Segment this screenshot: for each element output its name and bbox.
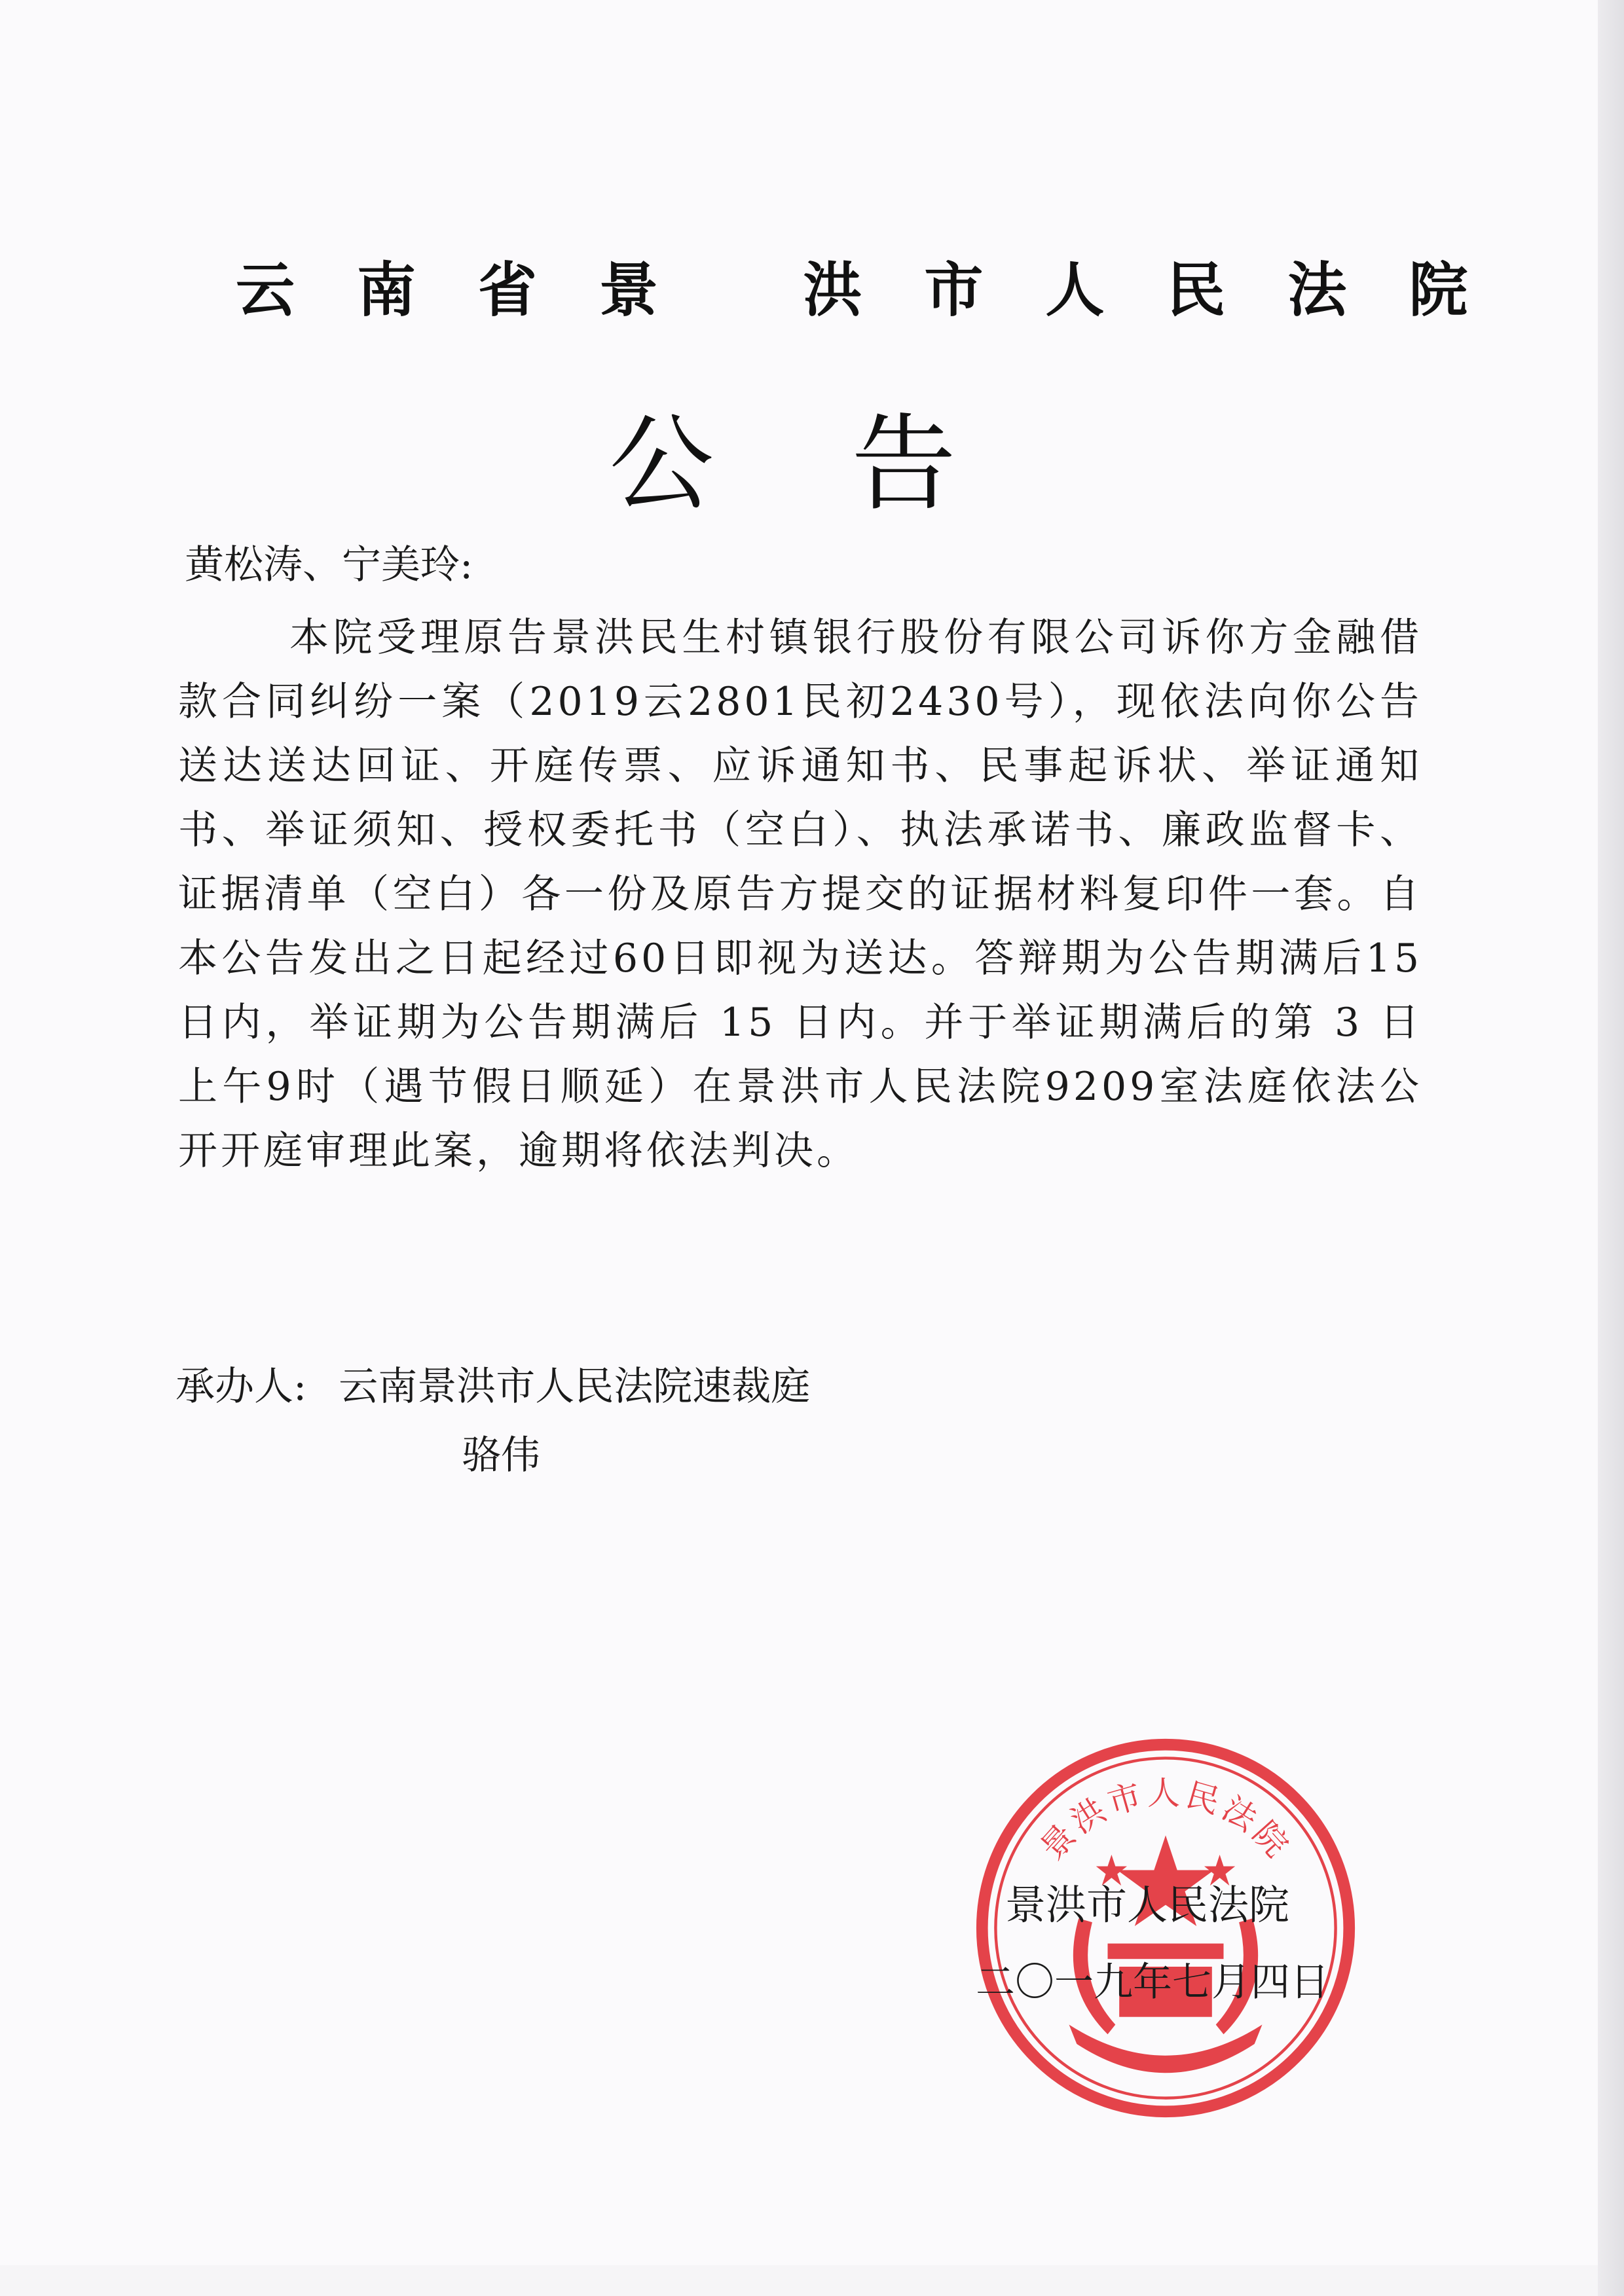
handler-unit: 云南景洪市人民法院速裁庭 bbox=[339, 1364, 811, 1410]
notice-body: 本院受理原告景洪民生村镇银行股份有限公司诉你方金融借款合同纠纷一案（2019云2801民初2430号），现依法向你公告送达送达回证、开庭传票、应诉通知书、民事起诉状、举证通知书、举证须知、授权委托书（空白）、执法承诺书、廉政监督卡、证据清单（空白）各一份及原告方提交的证据材料复印件一套。自本公告发出之日起经过60日即视为送达。答辩期为公告期满后15 日内，举证期为公告期满后 15 日内。并于举证期满后的第 3 日上午9时（遇节假日顺延）在景洪市人民法院9209室法庭依法公开开庭审理此案，逾期将依法判决。 bbox=[178, 615, 1422, 1174]
issue-date: 二〇一九年七月四日 bbox=[976, 1959, 1329, 2005]
handler-person: 骆伟 bbox=[462, 1432, 540, 1478]
document-title: 公告 bbox=[609, 403, 1094, 525]
court-name-heading: 云南省景 洪市人民法院 bbox=[236, 256, 1530, 325]
handler-line bbox=[175, 1355, 810, 1412]
handler-label: 承办人: bbox=[175, 1364, 307, 1410]
addressee: 黄松涛、宁美玲: bbox=[185, 542, 473, 588]
seal-lettering: 景洪市人民法院 bbox=[1032, 1774, 1299, 1867]
scan-edge bbox=[1598, 0, 1624, 2296]
issuer-name: 景洪市人民法院 bbox=[1005, 1881, 1290, 1929]
